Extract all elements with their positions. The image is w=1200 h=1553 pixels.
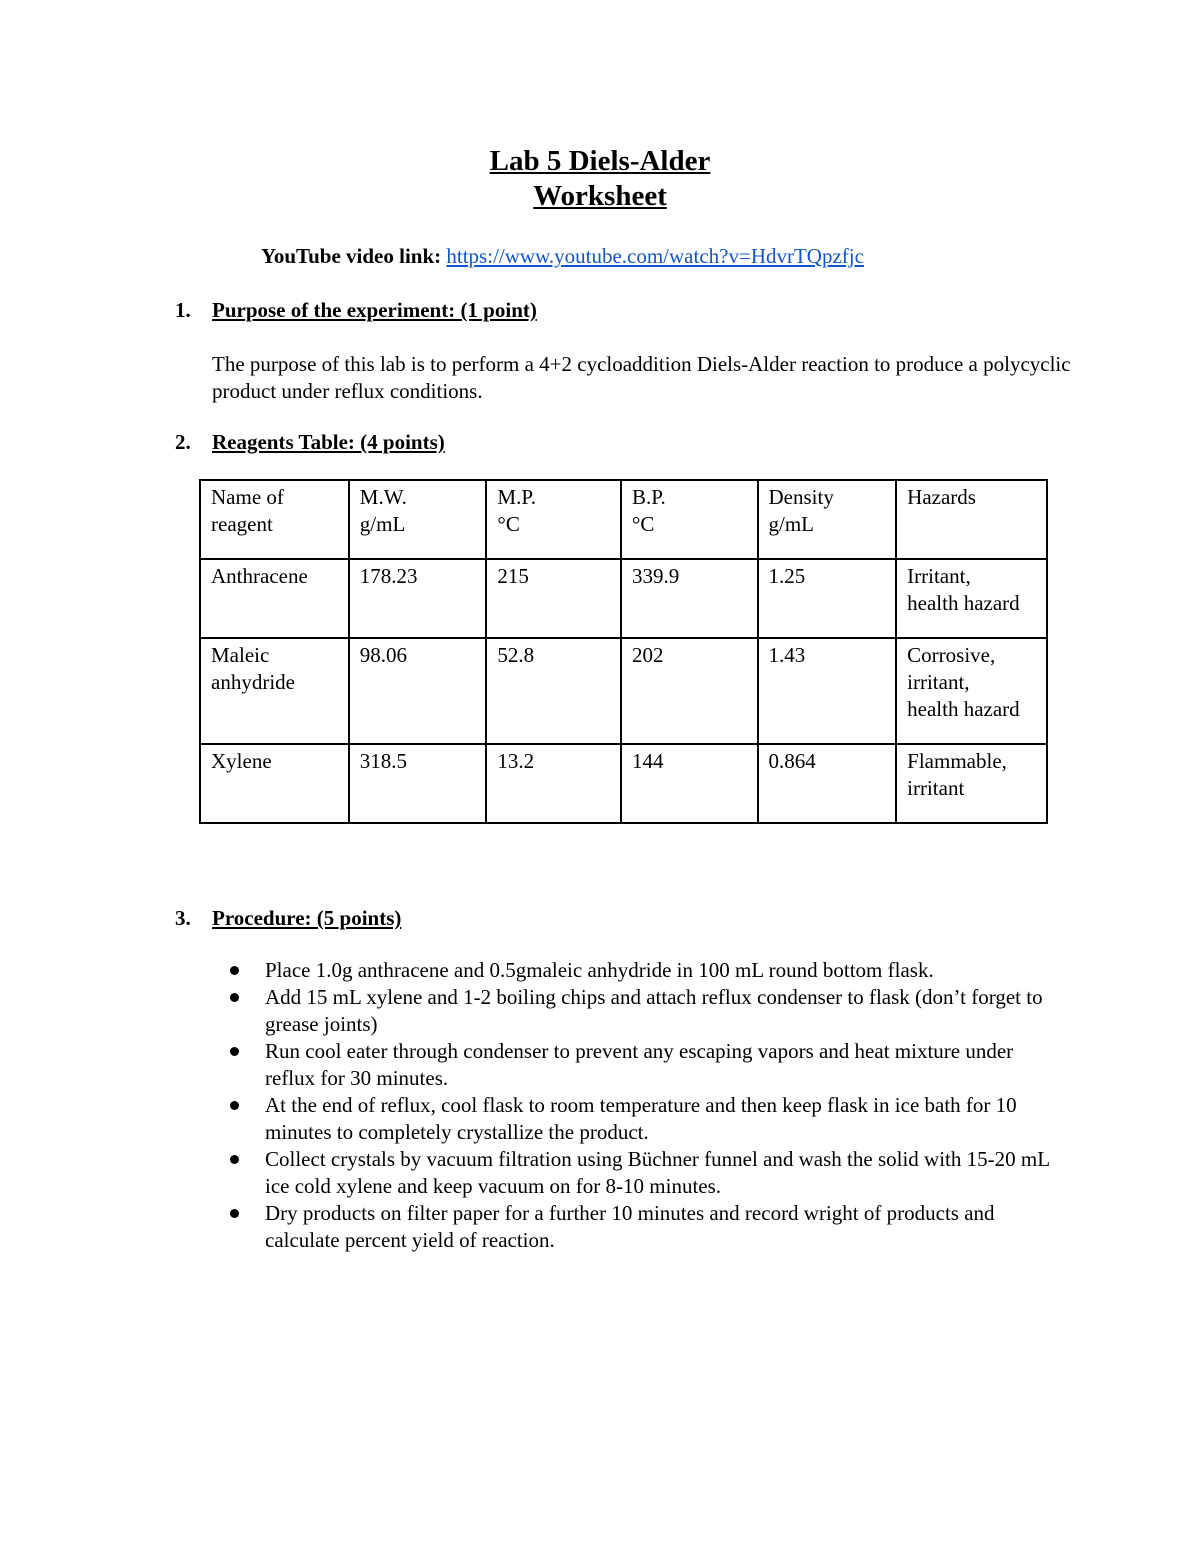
hazards-cell: Irritant, health hazard	[896, 559, 1047, 638]
header-mw-cell: M.W. g/mL	[349, 480, 487, 559]
mw-cell: 98.06	[349, 638, 487, 744]
bp-cell: 144	[621, 744, 758, 823]
bullet-icon	[230, 1155, 239, 1164]
table-row	[200, 559, 1047, 638]
density-cell: 1.43	[758, 638, 897, 744]
table-row	[200, 638, 1047, 744]
header-name-cell: Name of reagent	[200, 480, 349, 559]
table-row	[200, 744, 1047, 823]
purpose-paragraph: The purpose of this lab is to perform a 4+2 cycloaddition Diels-Alder reaction to produce a polycyclic product under reflux conditions.	[212, 352, 1071, 403]
bullet-icon	[230, 1209, 239, 1218]
section-purpose-heading	[175, 296, 537, 324]
mp-cell: 13.2	[486, 744, 621, 823]
section-reagents-heading	[175, 428, 445, 456]
mw-cell: 318.5	[349, 744, 487, 823]
hazards-cell: Flammable, irritant	[896, 744, 1047, 823]
list-item: At the end of reflux, cool flask to room temperature and then keep flask in ice bath for 10 minutes to completely crystallize the product.	[228, 1092, 1068, 1146]
header-mp-cell: M.P. °C	[486, 480, 621, 559]
bullet-icon	[230, 1047, 239, 1056]
list-item: Collect crystals by vacuum filtration using Büchner funnel and wash the solid with 15-20 mL ice cold xylene and keep vacuum on for 8-10 minutes.	[228, 1146, 1068, 1200]
reagent-name-cell: Maleic anhydride	[200, 638, 349, 744]
title-line-2: Worksheet	[533, 180, 667, 212]
video-link-label: YouTube video link:	[261, 244, 442, 268]
mp-cell: 215	[486, 559, 621, 638]
list-item: Add 15 mL xylene and 1-2 boiling chips and attach reflux condenser to flask (don’t forget to grease joints)	[228, 984, 1068, 1038]
reagents-table	[199, 479, 1048, 824]
bullet-icon	[230, 1101, 239, 1110]
section-title: Procedure: (5 points)	[212, 906, 402, 930]
reagent-name-cell: Anthracene	[200, 559, 349, 638]
list-item: Place 1.0g anthracene and 0.5gmaleic anhydride in 100 mL round bottom flask.	[228, 957, 1068, 984]
list-item: Run cool eater through condenser to prevent any escaping vapors and heat mixture under reflux for 30 minutes.	[228, 1038, 1068, 1092]
section-title: Reagents Table: (4 points)	[212, 430, 445, 454]
header-hazards-cell: Hazards	[896, 480, 1047, 559]
header-density-cell: Density g/mL	[758, 480, 897, 559]
section-procedure-heading	[175, 904, 401, 932]
mp-cell: 52.8	[486, 638, 621, 744]
bullet-icon	[230, 966, 239, 975]
section-title: Purpose of the experiment: (1 point)	[212, 298, 537, 322]
reagent-name-cell: Xylene	[200, 744, 349, 823]
section-number: 2.	[175, 430, 191, 454]
bp-cell: 339.9	[621, 559, 758, 638]
video-link-line	[261, 242, 864, 270]
table-header-row	[200, 480, 1047, 559]
bp-cell: 202	[621, 638, 758, 744]
youtube-video-link[interactable]: https://www.youtube.com/watch?v=HdvrTQpzfjc	[446, 244, 864, 268]
procedure-list	[228, 957, 1068, 1254]
section-number: 1.	[175, 298, 191, 322]
hazards-cell: Corrosive, irritant, health hazard	[896, 638, 1047, 744]
list-item: Dry products on filter paper for a further 10 minutes and record wright of products and calculate percent yield of reaction.	[228, 1200, 1068, 1254]
section-number: 3.	[175, 906, 191, 930]
density-cell: 1.25	[758, 559, 897, 638]
header-bp-cell: B.P. °C	[621, 480, 758, 559]
title-line-1: Lab 5 Diels-Alder	[489, 145, 711, 177]
mw-cell: 178.23	[349, 559, 487, 638]
bullet-icon	[230, 993, 239, 1002]
density-cell: 0.864	[758, 744, 897, 823]
